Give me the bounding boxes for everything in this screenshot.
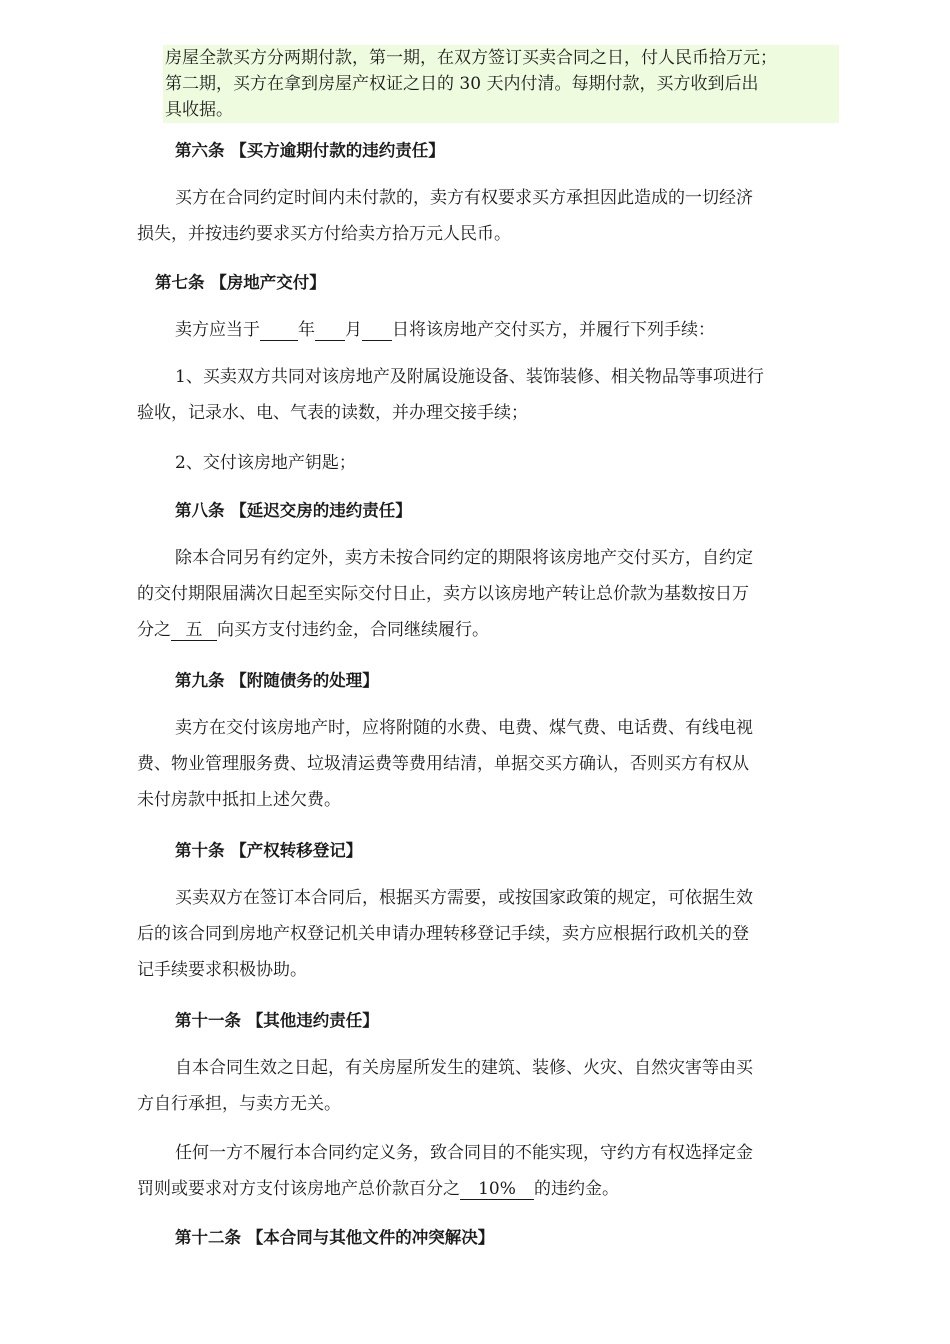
article-9-body (137, 710, 753, 818)
article-6-body (137, 180, 753, 252)
article-12-heading: 第十二条 【本合同与其他文件的冲突解决】 (175, 1228, 495, 1247)
article-7-body (137, 312, 715, 348)
article-10-heading: 第十条 【产权转移登记】 (175, 841, 363, 860)
text-line: 第二期，买方在拿到房屋产权证之日的 30 天内付清。每期付款，买方收到后出 (165, 74, 759, 94)
text-line: 后的该合同到房地产权登记机关申请办理转移登记手续，卖方应根据行政机关的登 (137, 924, 749, 944)
article-7-item-1 (137, 359, 764, 431)
text-line: 方自行承担，与卖方无关。 (137, 1094, 341, 1114)
text-line: 买卖双方在签订本合同后，根据买方需要，或按国家政策的规定，可依据生效 (175, 888, 753, 908)
text-line: 卖方在交付该房地产时，应将附随的水费、电费、煤气费、电话费、有线电视 (175, 718, 753, 738)
text-line: 具收据。 (165, 100, 233, 120)
article-11-para-2 (137, 1135, 753, 1207)
highlighted-payment-terms (163, 45, 839, 123)
text-line: 的交付期限届满次日起至实际交付日止，卖方以该房地产转让总价款为基数按日万 (137, 584, 749, 604)
text-line: 房屋全款买方分两期付款，第一期，在双方签订买卖合同之日，付人民币拾万元； (165, 48, 777, 68)
penalty-rate-fill: 五 (171, 620, 217, 641)
year-blank (260, 320, 298, 341)
penalty-percent-line: 罚则或要求对方支付该房地产总价款百分之 10% 的违约金。 (137, 1179, 619, 1199)
text-line: 任何一方不履行本合同约定义务，致合同目的不能实现，守约方有权选择定金 (175, 1143, 753, 1163)
text-line: 自本合同生效之日起，有关房屋所发生的建筑、装修、火灾、自然灾害等由买 (175, 1058, 753, 1078)
text-line: 未付房款中抵扣上述欠费。 (137, 790, 341, 810)
article-6-heading: 第六条 【买方逾期付款的违约责任】 (175, 141, 445, 160)
penalty-rate-line: 分之 五 向买方支付违约金，合同继续履行。 (137, 620, 489, 640)
article-7-heading: 第七条 【房地产交付】 (155, 273, 326, 292)
text-line: 买方在合同约定时间内未付款的，卖方有权要求买方承担因此造成的一切经济 (175, 188, 753, 208)
month-blank (315, 320, 345, 341)
text-line: 费、物业管理服务费、垃圾清运费等费用结清，单据交买方确认，否则买方有权从 (137, 754, 749, 774)
article-8-heading: 第八条 【延迟交房的违约责任】 (175, 501, 412, 520)
article-8-body (137, 540, 753, 648)
text-line: 验收，记录水、电、气表的读数，并办理交接手续； (137, 403, 528, 423)
article-11-para-1 (137, 1050, 753, 1122)
day-blank (362, 320, 392, 341)
text-line: 除本合同另有约定外，卖方未按合同约定的期限将该房地产交付买方，自约定 (175, 548, 753, 568)
text-line: 1、买卖双方共同对该房地产及附属设施设备、装饰装修、相关物品等事项进行 (175, 367, 764, 387)
article-9-heading: 第九条 【附随债务的处理】 (175, 671, 379, 690)
text-line: 损失，并按违约要求买方付给卖方拾万元人民币。 (137, 224, 511, 244)
delivery-date-line: 卖方应当于 年 月 日将该房地产交付买方，并履行下列手续： (175, 320, 715, 340)
article-7-item-2: 2、交付该房地产钥匙； (175, 453, 356, 473)
article-10-body (137, 880, 753, 988)
article-11-heading: 第十一条 【其他违约责任】 (175, 1011, 379, 1030)
text-line: 记手续要求积极协助。 (137, 960, 307, 980)
penalty-percent-fill: 10% (460, 1179, 534, 1200)
